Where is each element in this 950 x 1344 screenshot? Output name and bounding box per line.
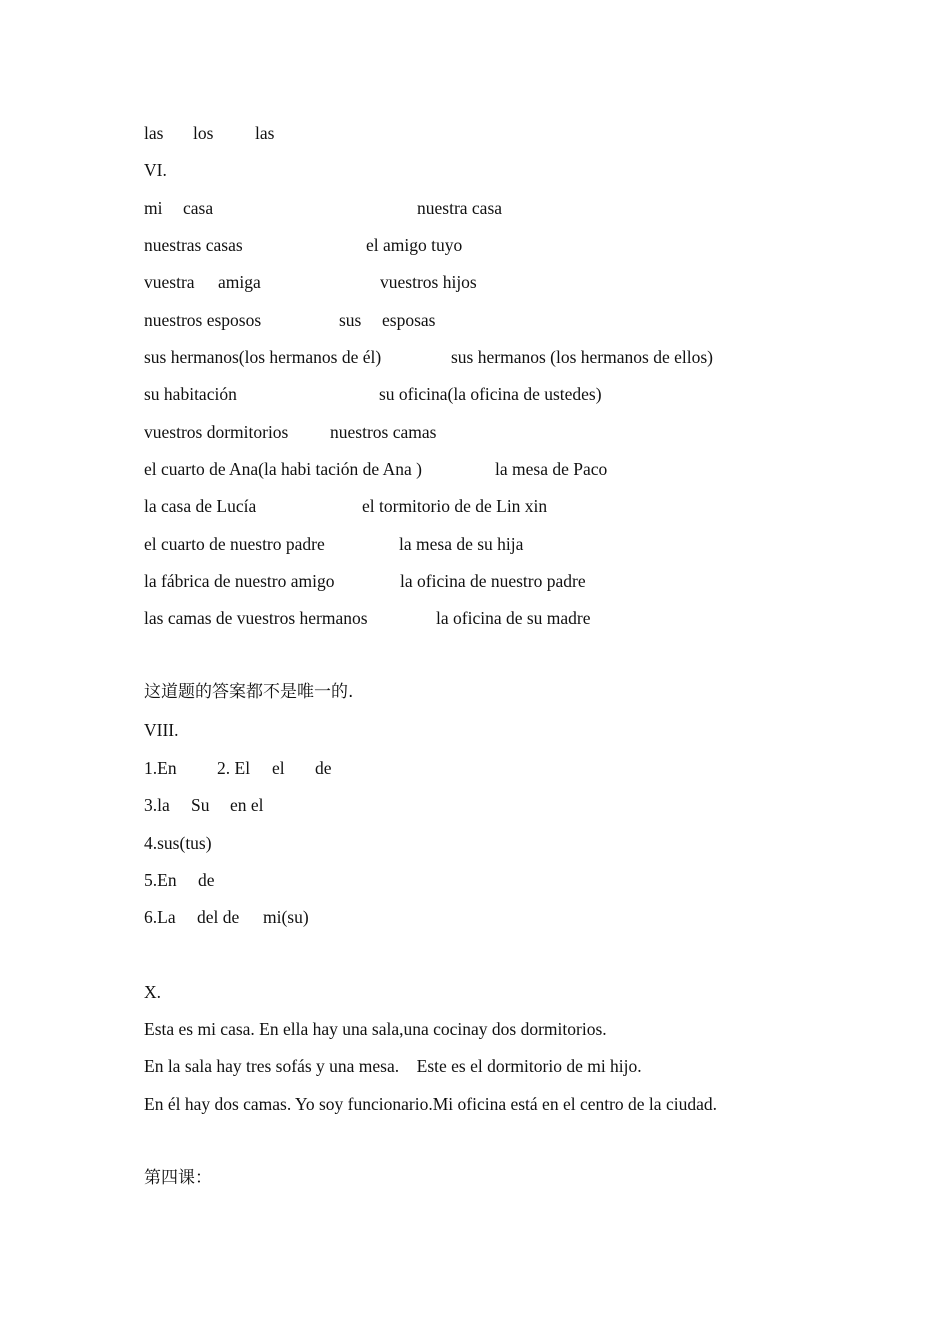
sec10-paragraph-line	[0, 1054, 950, 1078]
sec10-paragraph-line	[0, 1092, 950, 1116]
sec6-row-6	[0, 382, 950, 406]
sec8-cell: 4.sus(tus)	[144, 833, 212, 853]
sec8-cell: Su	[191, 795, 210, 815]
section-10-heading-text: X.	[144, 982, 162, 1002]
articles-line	[0, 121, 950, 145]
sec6-cell: nuestros camas	[330, 422, 437, 442]
sec6-cell: el tormitorio de de Lin xin	[362, 496, 548, 516]
sec6-row-3	[0, 270, 950, 294]
sec10-text: Esta es mi casa. En ella hay una sala,una cocinay dos dormitorios.	[144, 1019, 607, 1039]
section-6-heading: VI.	[144, 160, 167, 180]
sec6-cell: su oficina(la oficina de ustedes)	[379, 384, 602, 404]
sec8-row-4	[0, 868, 950, 892]
sec10-paragraph-line	[0, 1017, 950, 1041]
sec8-cell: 3.la	[144, 795, 170, 815]
sec6-cell: vuestra	[144, 272, 195, 292]
sec6-row-4	[0, 308, 950, 332]
lesson-4-heading	[0, 1166, 950, 1190]
sec6-cell: amiga	[218, 272, 261, 292]
sec6-row-7	[0, 420, 950, 444]
sec6-cell: esposas	[382, 310, 436, 330]
sec8-cell: el	[272, 758, 285, 778]
sec6-cell: nuestras casas	[144, 235, 243, 255]
sec8-cell: 2. El	[217, 758, 251, 778]
sec6-row-9	[0, 494, 950, 518]
sec8-cell: en el	[230, 795, 264, 815]
sec10-text: En él hay dos camas. Yo soy funcionario.Mi oficina está en el centro de la ciudad.	[144, 1094, 717, 1114]
article-2: los	[193, 123, 214, 143]
section-8-heading	[0, 718, 950, 742]
sec6-cell: el cuarto de Ana(la habi tación de Ana )	[144, 459, 422, 479]
sec6-cell: casa	[183, 198, 214, 218]
article-1: las	[144, 123, 164, 143]
sec6-cell: la mesa de su hija	[399, 534, 524, 554]
article-3: las	[255, 123, 275, 143]
sec8-cell: 1.En	[144, 758, 177, 778]
sec6-cell: vuestros hijos	[380, 272, 477, 292]
sec6-row-10	[0, 532, 950, 556]
sec8-cell: del de	[197, 907, 240, 927]
sec8-row-1	[0, 756, 950, 780]
sec6-cell: las camas de vuestros hermanos	[144, 608, 368, 628]
sec8-cell: mi(su)	[263, 907, 309, 927]
lesson-4-heading-text: 第四课：	[144, 1168, 212, 1188]
sec6-row-1	[0, 196, 950, 220]
sec6-row-8	[0, 457, 950, 481]
sec6-cell: la mesa de Paco	[495, 459, 608, 479]
sec6-row-11	[0, 569, 950, 593]
sec6-row-2	[0, 233, 950, 257]
section-10-heading	[0, 980, 950, 1004]
answer-note-text: 这道题的答案都不是唯一的.	[144, 682, 354, 702]
sec6-cell: vuestros dormitorios	[144, 422, 289, 442]
sec8-cell: de	[315, 758, 332, 778]
sec8-row-5	[0, 905, 950, 929]
sec8-row-2	[0, 793, 950, 817]
sec6-cell: su habitación	[144, 384, 237, 404]
sec6-cell: la fábrica de nuestro amigo	[144, 571, 335, 591]
sec6-row-12	[0, 606, 950, 630]
sec8-row-3	[0, 831, 950, 855]
sec6-cell: el cuarto de nuestro padre	[144, 534, 325, 554]
section-8-heading-text: VIII.	[144, 720, 179, 740]
sec6-cell: sus hermanos (los hermanos de ellos)	[451, 347, 713, 367]
sec6-cell: mi	[144, 198, 163, 218]
sec6-cell: nuestros esposos	[144, 310, 262, 330]
sec6-cell: la oficina de nuestro padre	[400, 571, 586, 591]
sec6-row-5	[0, 345, 950, 369]
sec10-text: En la sala hay tres sofás y una mesa. Este es el dormitorio de mi hijo.	[144, 1056, 642, 1076]
answer-note	[0, 680, 950, 704]
sec6-cell: sus hermanos(los hermanos de él)	[144, 347, 382, 367]
sec6-cell: la oficina de su madre	[436, 608, 591, 628]
sec8-cell: 5.En	[144, 870, 177, 890]
sec8-cell: de	[198, 870, 215, 890]
sec6-cell: sus	[339, 310, 362, 330]
sec6-cell: la casa de Lucía	[144, 496, 257, 516]
sec6-cell: nuestra casa	[417, 198, 503, 218]
sec8-cell: 6.La	[144, 907, 176, 927]
sec6-cell: el amigo tuyo	[366, 235, 463, 255]
